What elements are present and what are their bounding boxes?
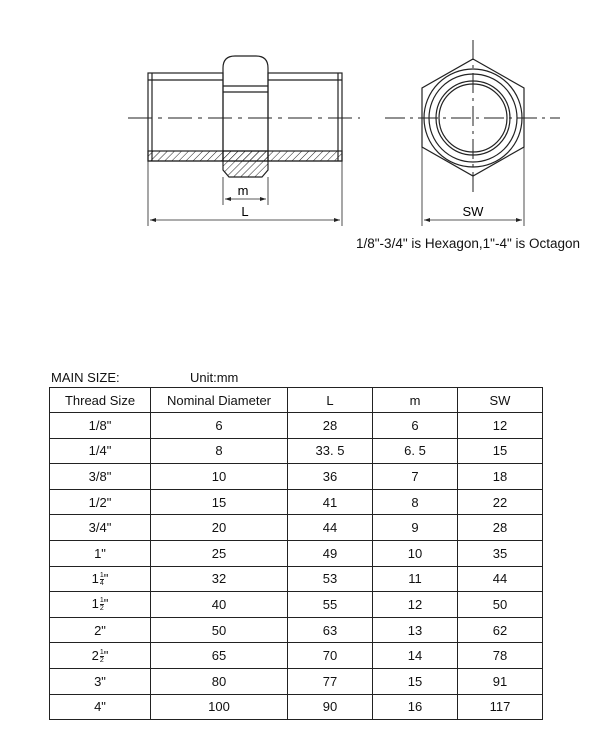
cell-m: 13 [373,617,458,643]
cell-L: 77 [288,668,373,694]
fraction-denominator: 2 [99,605,104,613]
cell-L: 33. 5 [288,438,373,464]
cell-SW: 50 [458,592,543,618]
cell-thread-size [50,694,151,720]
table-row [50,643,543,669]
cell-thread-size [50,592,151,618]
cell-thread-size [50,643,151,669]
cell-m: 11 [373,566,458,592]
thread-size-value: 1/8" [88,417,112,433]
fitting-drawing-svg [0,0,616,260]
cell-SW: 28 [458,515,543,541]
cell-L: 55 [288,592,373,618]
cell-nominal-diameter: 100 [151,694,288,720]
table-row [50,489,543,515]
cell-m: 6. 5 [373,438,458,464]
cell-SW: 12 [458,413,543,439]
end-view [385,40,560,226]
cell-thread-size [50,540,151,566]
technical-drawing [0,0,616,260]
cell-thread-size [50,464,151,490]
cell-m: 8 [373,489,458,515]
header-nominal-diameter: Nominal Diameter [151,388,288,413]
cell-SW: 78 [458,643,543,669]
cell-m: 7 [373,464,458,490]
table-title: MAIN SIZE: [51,370,120,385]
right-thread-body [268,73,342,161]
fraction-numerator: 1 [99,648,104,656]
cell-thread-size [50,489,151,515]
cell-L: 44 [288,515,373,541]
table-row [50,566,543,592]
cell-nominal-diameter: 40 [151,592,288,618]
thread-size-value: 1 [91,570,99,586]
cell-m: 16 [373,694,458,720]
thread-size-value: 3/8" [88,468,112,484]
cell-L: 63 [288,617,373,643]
hex-nut [223,56,268,161]
cell-L: 49 [288,540,373,566]
cell-m: 10 [373,540,458,566]
cell-thread-size [50,566,151,592]
cell-nominal-diameter: 20 [151,515,288,541]
cell-m: 14 [373,643,458,669]
table-header-row [50,388,543,413]
table-row [50,438,543,464]
cell-L: 70 [288,643,373,669]
cell-thread-size [50,515,151,541]
table-row [50,617,543,643]
thread-size-value: 3" [94,673,106,689]
unit-label: Unit:mm [190,370,239,385]
inch-mark: " [103,570,109,586]
cell-nominal-diameter: 8 [151,438,288,464]
header-thread-size: Thread Size [50,388,151,413]
table-row [50,464,543,490]
inch-mark: " [103,596,109,612]
table-row [50,592,543,618]
table-row [50,668,543,694]
label-m: m [237,183,249,198]
cell-nominal-diameter: 10 [151,464,288,490]
cell-L: 41 [288,489,373,515]
thread-size-value: 1 [91,596,99,612]
cell-thread-size [50,438,151,464]
table-row [50,413,543,439]
header-m: m [373,388,458,413]
cell-thread-size [50,413,151,439]
side-view [128,56,360,226]
cell-SW: 15 [458,438,543,464]
cell-SW: 91 [458,668,543,694]
cell-m: 12 [373,592,458,618]
cell-L: 36 [288,464,373,490]
thread-size-value: 1" [94,545,106,561]
cell-nominal-diameter: 25 [151,540,288,566]
cell-SW: 22 [458,489,543,515]
cell-L: 28 [288,413,373,439]
cell-L: 53 [288,566,373,592]
cell-SW: 117 [458,694,543,720]
cell-L: 90 [288,694,373,720]
label-SW: SW [462,204,484,219]
cell-SW: 18 [458,464,543,490]
thread-size-value: 2 [91,647,99,663]
cell-thread-size [50,668,151,694]
cell-m: 9 [373,515,458,541]
fraction-numerator: 1 [99,571,104,579]
size-table [49,387,543,720]
thread-size-value: 1/2" [88,494,112,510]
inch-mark: " [103,647,109,663]
header-SW: SW [458,388,543,413]
cell-m: 6 [373,413,458,439]
thread-size-value: 3/4" [88,520,112,536]
shape-note: 1/8"-3/4" is Hexagon,1"-4" is Octagon [356,236,581,251]
cell-nominal-diameter: 50 [151,617,288,643]
cell-SW: 35 [458,540,543,566]
cell-m: 15 [373,668,458,694]
header-L: L [288,388,373,413]
cell-SW: 44 [458,566,543,592]
fraction-denominator: 4 [99,579,104,587]
hex-section [223,151,268,177]
fraction-denominator: 2 [99,656,104,664]
cell-nominal-diameter: 65 [151,643,288,669]
cell-nominal-diameter: 15 [151,489,288,515]
cell-nominal-diameter: 32 [151,566,288,592]
cell-thread-size [50,617,151,643]
table-row [50,694,543,720]
cell-SW: 62 [458,617,543,643]
table-row [50,515,543,541]
label-L: L [241,204,249,219]
thread-size-value: 1/4" [88,443,112,459]
thread-size-value: 2" [94,622,106,638]
left-thread-body [148,73,223,161]
table-body [50,413,543,720]
fraction-numerator: 1 [99,597,104,605]
thread-size-value: 4" [94,699,106,715]
table-row [50,540,543,566]
cell-nominal-diameter: 6 [151,413,288,439]
cell-nominal-diameter: 80 [151,668,288,694]
